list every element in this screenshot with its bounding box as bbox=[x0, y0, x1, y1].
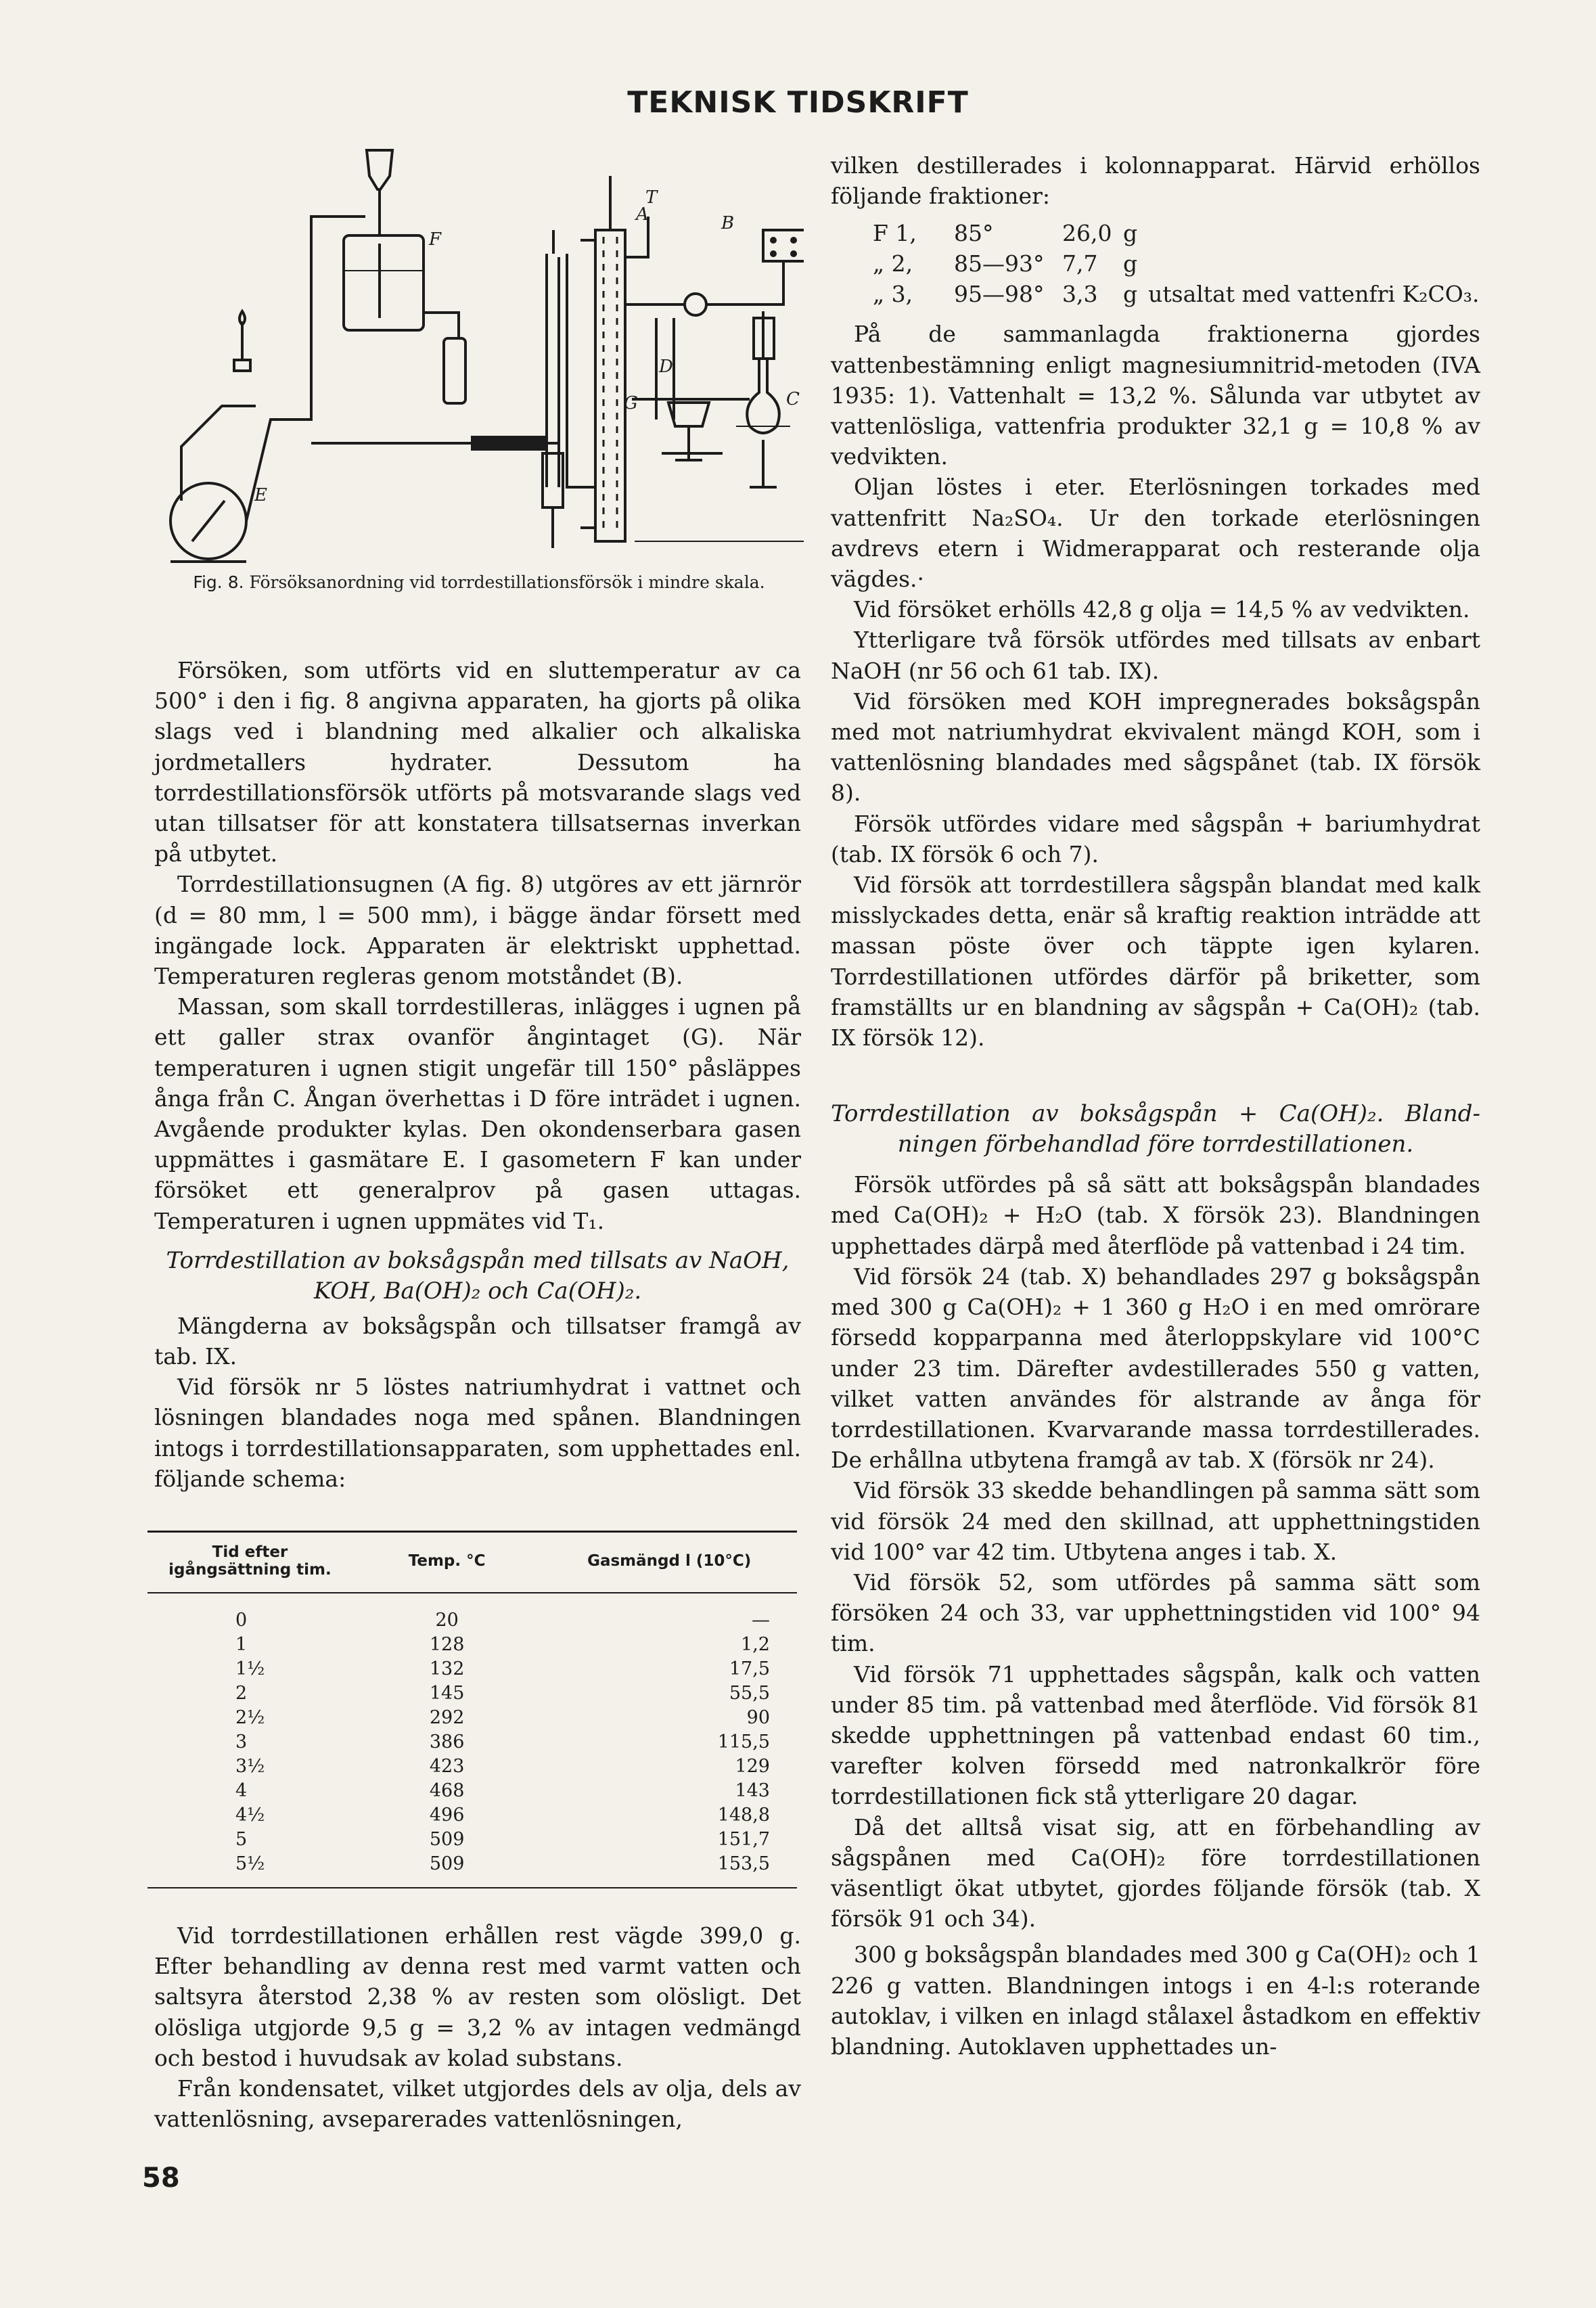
table-body bbox=[147, 1593, 797, 1888]
left-column bbox=[154, 655, 801, 1494]
left-paragraph-5: Vid försök nr 5 löstes natriumhydrat i vattnet och lösningen blandades noga med spånen. Blandningen intogs i torrdestillationsapparaten, som upphettades enl. följande schema: bbox=[154, 1374, 801, 1492]
right-paragraph-1: vilken destillerades i kolonnapparat. Härvid erhöllos följande fraktioner: bbox=[831, 152, 1480, 210]
fraction-name: „ 3, bbox=[873, 281, 913, 308]
cell-gas: 115,5 bbox=[717, 1732, 770, 1752]
cell-temp: 20 bbox=[435, 1610, 459, 1631]
label-D: D bbox=[659, 357, 673, 377]
cell-temp: 292 bbox=[429, 1707, 465, 1728]
fraction-note: utsaltat med vattenfri K₂CO₃. bbox=[1148, 281, 1480, 308]
cell-temp: 468 bbox=[429, 1780, 465, 1801]
right-paragraph-11: Vid försök 33 skedde behandlingen på samma sätt som vid försök 24 med den skillnad, att upphettningstiden vid 100° var 42 tim. Utbytena anges i tab. X. bbox=[831, 1477, 1480, 1565]
heating-schedule-table bbox=[147, 1531, 797, 1888]
table-row bbox=[147, 1593, 797, 1633]
right-paragraph-8: Vid försök att torrdestillera sågspån blandat med kalk misslyckades detta, enär så kraftig reaktion inträdde att massan pöste över och täppte igen kylaren. Torrdestillationen utfördes därför på briketter, som framställts ur en blandning av sågspån + Ca(OH)₂ (tab. IX försök 12). bbox=[831, 872, 1480, 1051]
table-row bbox=[147, 1779, 797, 1803]
right-paragraph-5: Ytterligare två försök utfördes med tillsats av enbart NaOH (nr 56 och 61 tab. IX). bbox=[831, 627, 1480, 684]
label-G: G bbox=[624, 393, 638, 413]
cell-time: 5½ bbox=[147, 1852, 352, 1888]
right-paragraph-13: Vid försök 71 upphettades sågspån, kalk och vatten under 85 tim. på vattenbad med återflöde. Vid försök 81 skedde upphettningen på vattenbad endast 60 tim., varefter kolven försedd med natronkalkrör före torrdestillationen fick stå ytterligare 20 dagar. bbox=[831, 1660, 1480, 1810]
apparatus-figure bbox=[154, 135, 804, 568]
cell-temp: 509 bbox=[352, 1852, 541, 1888]
table-row bbox=[147, 1681, 797, 1706]
cell-temp: 496 bbox=[429, 1805, 465, 1826]
fraction-range: 85° bbox=[954, 220, 994, 247]
cell-temp: 145 bbox=[429, 1683, 465, 1704]
label-B: B bbox=[721, 213, 735, 233]
right-paragraph-7: Försök utfördes vidare med sågspån + bariumhydrat (tab. IX försök 6 och 7). bbox=[831, 810, 1480, 867]
cell-temp: 509 bbox=[429, 1829, 465, 1850]
cell-gas: 55,5 bbox=[729, 1683, 770, 1704]
right-paragraph-4: Vid försöket erhölls 42,8 g olja = 14,5 % av vedvikten. bbox=[854, 596, 1470, 623]
label-C: C bbox=[786, 389, 800, 409]
cell-time: 3½ bbox=[235, 1756, 265, 1777]
page-number: 58 bbox=[142, 2163, 180, 2194]
fractions-list bbox=[831, 218, 1480, 309]
fraction-name: „ 2, bbox=[873, 250, 913, 277]
table-row bbox=[147, 1852, 797, 1888]
cell-time: 2½ bbox=[235, 1707, 265, 1728]
figure-caption-label: Fig. 8. bbox=[193, 572, 244, 592]
table-row bbox=[147, 1828, 797, 1852]
table-row bbox=[147, 1730, 797, 1755]
cell-gas: 129 bbox=[735, 1756, 770, 1777]
fraction-row bbox=[873, 279, 1480, 309]
cell-gas: 143 bbox=[735, 1780, 770, 1801]
table-header-temp: Temp. °C bbox=[352, 1532, 541, 1593]
table-row bbox=[147, 1633, 797, 1657]
table-header-row bbox=[147, 1532, 797, 1593]
label-T: T bbox=[645, 187, 658, 208]
fraction-unit: g bbox=[1123, 220, 1138, 247]
table-row bbox=[147, 1706, 797, 1730]
cell-temp: 423 bbox=[429, 1756, 465, 1777]
right-paragraph-14: Då det alltså visat sig, att en förbehandling av sågspånen med Ca(OH)₂ före torrdestillationen väsentligt ökat utbytet, gjordes följande försök (tab. X försök 91 och 34). bbox=[831, 1813, 1480, 1932]
section-heading-1 bbox=[154, 1246, 801, 1307]
section-heading-2-line-1: Torrdestillation av boksågspån + Ca(OH)₂. Bland- bbox=[831, 1100, 1480, 1128]
fraction-row bbox=[873, 218, 1480, 248]
cell-gas: 90 bbox=[746, 1707, 770, 1728]
right-paragraph-15: 300 g boksågspån blandades med 300 g Ca(OH)₂ och 1 226 g vatten. Blandningen intogs i en 4-l:s roterande autoklav, i vilken en inlagd stålaxel åstadkom en effektiv blandning. Autoklaven upphettades un- bbox=[831, 1941, 1480, 2060]
cell-gas: 17,5 bbox=[729, 1658, 770, 1679]
right-paragraph-3: Oljan löstes i eter. Eterlösningen torkades med vattenfritt Na₂SO₄. Ur den torkade eterlösningen avdrevs etern i Widmerapparat och resterande olja vägdes.· bbox=[831, 474, 1480, 593]
cell-temp: 128 bbox=[429, 1634, 465, 1655]
fraction-range: 85—93° bbox=[954, 250, 1045, 277]
right-paragraph-12: Vid försök 52, som utfördes på samma sätt som försöken 24 och 33, var upphettningstiden vid 100° 94 tim. bbox=[831, 1568, 1480, 1657]
right-paragraph-10: Vid försök 24 (tab. X) behandlades 297 g boksågspån med 300 g Ca(OH)₂ + 1 360 g H₂O i en med omrörare försedd kopparpanna med återloppskylare vid 100°C under 23 tim. Därefter avdestillerades 550 g vatten, vilket vatten användes för alstrande av ånga för torrdestillationen. Kvarvarande massa torrdestillerades. De erhållna utbytena framgå av tab. X (försök nr 24). bbox=[831, 1263, 1480, 1474]
fraction-unit: g bbox=[1123, 250, 1138, 277]
fraction-amount: 26,0 bbox=[1062, 220, 1112, 247]
left-paragraph-7: Från kondensatet, vilket utgjordes dels av olja, dels av vattenlösning, avseparerades vattenlösningen, bbox=[154, 2075, 801, 2133]
figure-caption bbox=[154, 571, 804, 594]
section-heading-2-line-2: ningen förbehandlad före torrdestillationen. bbox=[897, 1131, 1414, 1158]
right-paragraph-9: Försök utfördes på så sätt att boksågspån blandades med Ca(OH)₂ + H₂O (tab. X försök 23). Blandningen upphettades därpå med återflöde på vattenbad i 24 tim. bbox=[831, 1171, 1480, 1259]
left-paragraph-6: Vid torrdestillationen erhållen rest vägde 399,0 g. Efter behandling av denna rest med varmt vatten och saltsyra återstod 2,38 % av resten som olösligt. Det olösliga utgjorde 9,5 g = 3,2 % av intagen vedmängd och bestod i huvudsak av kolad substans. bbox=[154, 1922, 801, 2071]
heating-schedule-table-wrap bbox=[147, 1531, 797, 1888]
cell-gas: 151,7 bbox=[717, 1829, 770, 1850]
cell-gas: 153,5 bbox=[541, 1852, 797, 1888]
table-row bbox=[147, 1803, 797, 1828]
left-column-bottom bbox=[154, 1920, 801, 2134]
cell-time: 4 bbox=[235, 1780, 248, 1801]
left-paragraph-3: Massan, som skall torrdestilleras, inlägges i ugnen på ett galler strax ovanför ångintaget (G). När temperaturen i ugnen stigit ungefär till 150° påsläppes ånga från C. Ångan överhettas i D före inträdet i ugnen. Avgående produkter kylas. Den okondenserbara gasen uppmättes i gasmätare E. I gasometern F kan under försöket ett generalprov på gasen uttagas. Temperaturen i ugnen uppmätes vid T₁. bbox=[154, 993, 801, 1234]
figure-caption-text: Försöksanordning vid torrdestillationsförsök i mindre skala. bbox=[249, 572, 765, 592]
fraction-amount: 3,3 bbox=[1062, 281, 1098, 308]
right-column bbox=[831, 150, 1480, 2062]
cell-time: 1½ bbox=[235, 1658, 265, 1679]
cell-gas: 148,8 bbox=[717, 1805, 770, 1826]
table-header-gas: Gasmängd l (10°C) bbox=[541, 1532, 797, 1593]
cell-time: 3 bbox=[235, 1732, 248, 1752]
left-paragraph-1: Försöken, som utförts vid en sluttemperatur av ca 500° i den i fig. 8 angivna apparaten, ha gjorts på olika slags ved i blandning med alkalier och alkaliska jordmetallers hydrater. Dessutom ha torrdestillationsförsök utförts på motsvarande slags ved utan tillsatser för att konstatera tillsatsernas inverkan på utbytet. bbox=[154, 657, 801, 867]
fraction-unit: g bbox=[1123, 281, 1138, 308]
section-heading-1-line-2: KOH, Ba(OH)₂ och Ca(OH)₂. bbox=[313, 1277, 642, 1305]
journal-masthead: TEKNISK TIDSKRIFT bbox=[627, 85, 969, 120]
cell-time: 0 bbox=[235, 1610, 248, 1631]
label-E: E bbox=[254, 485, 267, 505]
right-paragraph-6: Vid försöken med KOH impregnerades boksågspån med mot natriumhydrat ekvivalent mängd KOH, som i vattenlösning blandades med sågspånet (tab. IX försök 8). bbox=[831, 687, 1480, 807]
fraction-amount: 7,7 bbox=[1062, 250, 1098, 277]
left-paragraph-4: Mängderna av boksågspån och tillsatser framgå av tab. IX. bbox=[154, 1312, 801, 1370]
apparatus-diagram bbox=[154, 135, 804, 568]
cell-time: 1 bbox=[235, 1634, 248, 1655]
fraction-range: 95—98° bbox=[954, 281, 1045, 308]
section-heading-1-line-1: Torrdestillation av boksågspån med tillsats av NaOH, bbox=[166, 1246, 790, 1274]
cell-gas: 1,2 bbox=[741, 1634, 770, 1655]
label-A: A bbox=[636, 204, 649, 225]
section-heading-2 bbox=[831, 1099, 1480, 1160]
cell-time: 5 bbox=[235, 1829, 248, 1850]
left-paragraph-2: Torrdestillationsugnen (A fig. 8) utgöres av ett järnrör (d = 80 mm, l = 500 mm), i bägge ändar försett med ingängade lock. Apparaten är elektriskt upphettad. Temperaturen regleras genom motståndet (B). bbox=[154, 871, 801, 990]
fraction-row bbox=[873, 248, 1480, 279]
table-header-time: Tid efter igångsättning tim. bbox=[147, 1532, 352, 1593]
cell-gas: — bbox=[752, 1610, 770, 1631]
cell-time: 4½ bbox=[235, 1805, 265, 1826]
label-F: F bbox=[429, 229, 442, 250]
cell-temp: 386 bbox=[429, 1732, 465, 1752]
fraction-name: F 1, bbox=[873, 220, 917, 247]
cell-temp: 132 bbox=[429, 1658, 465, 1679]
table-row bbox=[147, 1657, 797, 1681]
table-row bbox=[147, 1755, 797, 1779]
right-paragraph-2: På de sammanlagda fraktionerna gjordes vattenbestämning enligt magnesiumnitrid-metoden (IVA 1935: 1). Vattenhalt = 13,2 %. Sålunda var utbytet av vattenlösliga, vattenfria produkter 32,1 g = 10,8 % av vedvikten. bbox=[831, 321, 1480, 470]
cell-time: 2 bbox=[235, 1683, 248, 1704]
